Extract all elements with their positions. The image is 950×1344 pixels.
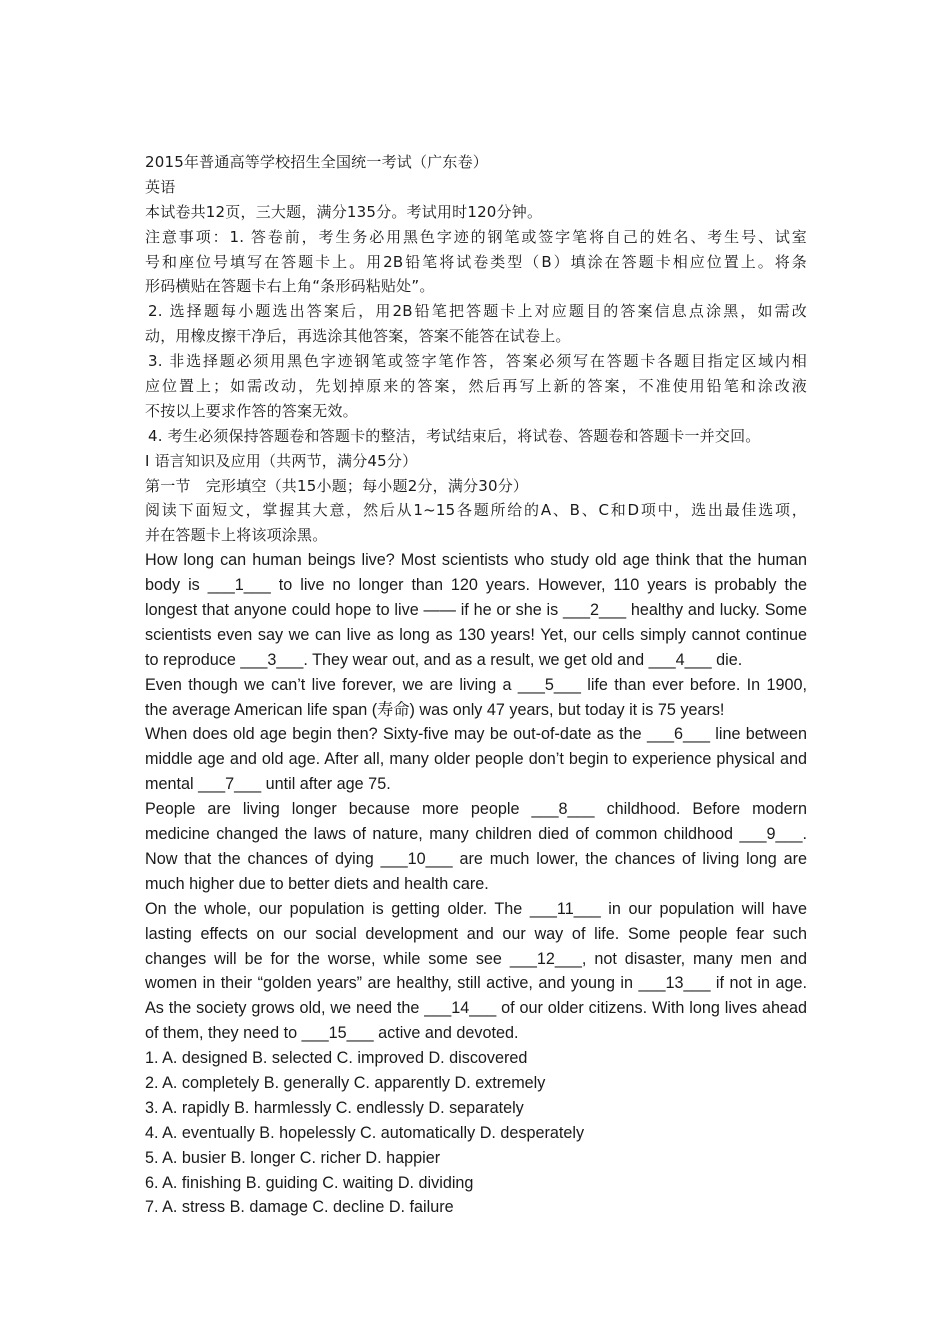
passage-line: When does old age begin then? Sixty-five may be out-of-date as the ___6___ line between [145,725,807,744]
subject-title: 英语 [145,177,176,196]
instruction-note-3-line-3: 不按以上要求作答的答案无效。 [145,401,358,420]
option-line: 4. A. eventually B. hopelessly C. automatically D. desperately [145,1123,585,1142]
passage-line: to reproduce ___3___. They wear out, and as a result, we get old and ___4___ die. [145,650,743,669]
option-line: 7. A. stress B. damage C. decline D. failure [145,1198,454,1217]
exam-summary: 本试卷共12页，三大题，满分135分。考试用时120分钟。 [145,202,543,221]
subsection-title: 第一节 完形填空（共15小题；每小题2分，满分30分） [145,476,529,495]
instruction-note-1-line-3: 形码横贴在答题卡右上角“条形码粘贴处”。 [145,277,435,296]
passage-line: lasting effects on our social development and our way of life. Some people fear such [145,924,807,943]
option-line: 1. A. designed B. selected C. improved D. discovered [145,1049,528,1068]
directions-line-1: 阅读下面短文，掌握其大意，然后从1~15各题所给的A、B、C和D项中，选出最佳选项， [145,501,807,520]
passage-line: middle age and old age. After all, many older people don’t begin to experience physical and [145,750,807,769]
passage-line: of them, they need to ___15___ active and devoted. [145,1024,519,1043]
option-line: 6. A. finishing B. guiding C. waiting D. dividing [145,1173,474,1192]
instruction-note-3-line-2: 应位置上；如需改动，先划掉原来的答案，然后再写上新的答案，不准使用铅笔和涂改液 [145,377,807,396]
passage-line: Now that the chances of dying ___10___ are much lower, the chances of living long are [145,849,807,868]
passage-line: mental ___7___ until after age 75. [145,775,391,794]
instruction-note-3-line-1: 3. 非选择题必须用黑色字迹钢笔或签字笔作答，答案必须写在答题卡各题目指定区域内相 [148,352,807,371]
passage-line: As the society grows old, we need the ___14___ of our older citizens. With long lives ahead [145,999,807,1018]
instruction-note-2-line-1: 2. 选择题每小题选出答案后，用2B铅笔把答题卡上对应题目的答案信息点涂黑，如需改 [148,302,807,321]
passage-line: Even though we can’t live forever, we are living a ___5___ life than ever before. In 1900, [145,675,807,694]
part-title: I 语言知识及应用（共两节，满分45分） [145,451,418,470]
directions-line-2: 并在答题卡上将该项涂黑。 [145,526,328,545]
option-line: 3. A. rapidly B. harmlessly C. endlessly D. separately [145,1098,524,1117]
passage-line: How long can human beings live? Most scientists who study old age think that the human [145,551,807,570]
exam-title: 2015年普通高等学校招生全国统一考试（广东卷） [145,153,488,171]
instruction-note-4-line-1: 4. 考生必须保持答题卷和答题卡的整洁，考试结束后，将试卷、答题卷和答题卡一并交回。 [148,426,761,445]
passage-line: scientists even say we can live as long as 130 years! Yet, our cells simply cannot continue [145,625,807,644]
exam-page [145,150,807,1220]
passage-line: medicine changed the laws of nature, many children died of common childhood ___9___. [145,825,807,844]
option-line: 2. A. completely B. generally C. apparently D. extremely [145,1073,546,1092]
passage-line: much higher due to better diets and health care. [145,874,489,893]
passage-line: women in their “golden years” are healthy, still active, and young in ___13___ if not in age. [145,974,807,993]
instruction-note-2-line-2: 动，用橡皮擦干净后，再选涂其他答案，答案不能答在试卷上。 [145,327,571,346]
passage-line: longest that anyone could hope to live —— if he or she is ___2___ healthy and lucky. Some [145,601,807,620]
instruction-note-1-line-1: 注意事项：1. 答卷前，考生务必用黑色字迹的钢笔或签字笔将自己的姓名、考生号、试室 [145,227,807,246]
passage-line: On the whole, our population is getting older. The ___11___ in our population will have [145,899,807,918]
option-line: 5. A. busier B. longer C. richer D. happier [145,1148,441,1167]
passage-line: the average American life span (寿命) was only 47 years, but today it is 75 years! [145,700,725,719]
passage-line: People are living longer because more people ___8___ childhood. Before modern [145,800,807,819]
passage-line: body is ___1___ to live no longer than 120 years. However, 110 years is probably the [145,576,807,595]
passage-line: changes will be for the worse, while some see ___12___, not disaster, many men and [145,949,807,968]
instruction-note-1-line-2: 号和座位号填写在答题卡上。用2B铅笔将试卷类型（B）填涂在答题卡相应位置上。将条 [145,252,807,271]
